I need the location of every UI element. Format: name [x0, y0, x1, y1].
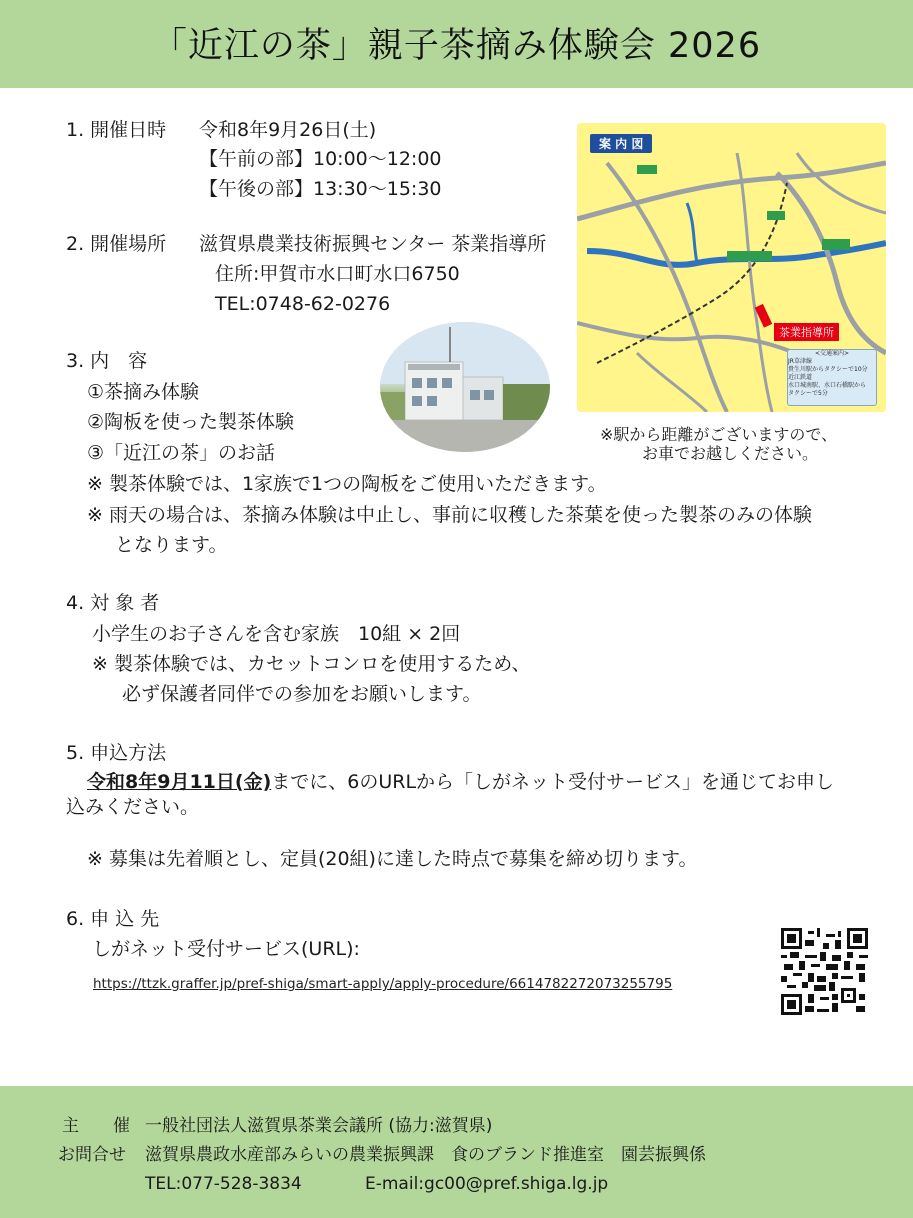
section3-heading: 3. 内 容	[66, 350, 148, 372]
content-item-tea-making: ②陶板を使った製茶体験	[87, 411, 295, 433]
section4-heading: 4. 対 象 者	[66, 592, 160, 614]
application-note: ※ 募集は先着順とし、定員(20組)に達した時点で募集を締め切ります。	[87, 848, 698, 870]
header-banner	[0, 0, 913, 88]
application-instructions: までに、6のURLから「しがネット受付サービス」を通じてお申し	[271, 771, 835, 793]
page-title: 「近江の茶」親子茶摘み体験会 2026	[151, 26, 762, 66]
afternoon-session: 【午後の部】13:30～15:30	[199, 178, 442, 200]
target-note: ※ 製茶体験では、カセットコンロを使用するため、	[92, 653, 531, 675]
venue-name: 滋賀県農業技術振興センター 茶業指導所	[199, 233, 547, 255]
section1-heading: 1. 開催日時	[66, 119, 167, 141]
contact-tel: TEL:077-528-3834	[145, 1174, 302, 1194]
legend-jr-line: JR草津線	[788, 358, 812, 365]
legend-jr-detail: 貴生川駅からタクシーで10分	[788, 366, 868, 373]
organizer-label: 主 催	[62, 1116, 130, 1136]
qr-code	[781, 928, 868, 1015]
legend-ohmi-line: 近江鉄道	[788, 374, 813, 381]
target-audience: 小学生のお子さんを含む家族 10組 × 2回	[92, 623, 461, 645]
map-caption-line2: お車でお越しください。	[642, 444, 819, 463]
legend-ohmi-detail1: 水口城南駅、水口石橋駅から	[788, 382, 867, 389]
section6-heading: 6. 申 込 先	[66, 908, 160, 930]
contact-email: E-mail:gc00@pref.shiga.lg.jp	[365, 1174, 609, 1194]
application-url-link[interactable]: https://ttzk.graffer.jp/pref-shiga/smart-apply/apply-procedure/6614782272073255795	[93, 976, 673, 992]
content-item-tea-picking: ①茶摘み体験	[87, 381, 200, 403]
content-note-rain: ※ 雨天の場合は、茶摘み体験は中止し、事前に収穫した茶葉を使った製茶のみの体験	[87, 504, 812, 526]
venue-photo	[380, 322, 550, 452]
application-deadline: 令和8年9月11日(金)	[87, 771, 272, 793]
venue-tel: TEL:0748-62-0276	[215, 293, 391, 315]
footer-banner	[0, 1086, 913, 1218]
map-target-label: 茶業指導所	[774, 323, 839, 341]
organizer-name: 一般社団法人滋賀県茶業会議所 (協力:滋賀県)	[145, 1116, 493, 1136]
contact-department: 滋賀県農政水産部みらいの農業振興課 食のブランド推進室 園芸振興係	[145, 1145, 706, 1165]
content-note-plate: ※ 製茶体験では、1家族で1つの陶板をご使用いただきます。	[87, 473, 607, 495]
venue-address: 住所:甲賀市水口町水口6750	[215, 263, 460, 285]
application-line2: 込みください。	[66, 796, 200, 818]
morning-session: 【午前の部】10:00～12:00	[199, 148, 442, 170]
map-title: 案 内 図	[590, 134, 652, 153]
content-item-talk: ③「近江の茶」のお話	[87, 442, 276, 464]
service-name: しがネット受付サービス(URL):	[92, 938, 360, 960]
access-map	[577, 123, 886, 412]
application-line1	[87, 767, 834, 797]
legend-title: <交通案内>	[814, 350, 850, 357]
map-transport-legend	[787, 349, 877, 406]
section5-heading: 5. 申込方法	[66, 742, 167, 764]
section2-heading: 2. 開催場所	[66, 233, 167, 255]
target-note-cont: 必ず保護者同伴での参加をお願いします。	[122, 683, 482, 705]
legend-ohmi-detail2: タクシーで5分	[788, 390, 828, 397]
contact-label: お問合せ	[58, 1145, 126, 1165]
content-note-rain-cont: となります。	[115, 534, 228, 556]
event-date: 令和8年9月26日(土)	[199, 119, 377, 141]
map-caption-line1: ※駅から距離がございますので、	[600, 425, 838, 444]
